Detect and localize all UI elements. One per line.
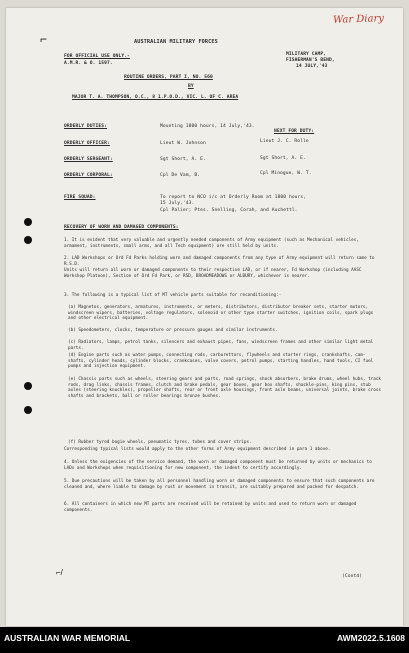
paragraph-1: 1. It is evident that very valuable and urgently needed components of Army equipment (such as Mechanical vehicles, armament, instruments, small arms, and all Tech equipment) are still held by units.	[64, 238, 359, 249]
camp-line-2: FISHERMAN'S BEND,	[286, 58, 335, 63]
corresponding-lists-note: Corresponding typical lists would apply to the other forms of Army equipment described in para 1 above.	[64, 447, 331, 452]
punch-hole	[24, 236, 32, 244]
fire-squad-line-2: 15 July,'43.	[160, 201, 195, 206]
item-c: (c) Radiators, lamps, petrol tanks, silencers and exhaust pipes, fans, windscreen frames and other similar light metal parts.	[68, 340, 374, 351]
orderly-sergeant-value: Sgt Short, A. E.	[160, 157, 206, 162]
fire-squad-label: FIRE SQUAD:	[64, 195, 96, 200]
paragraph-5: 5. Due precautions will be taken by all personnel handling worn or damaged components to ensure that such components are cleaned and, where liable to damage by rust or movement in transit, are suitably prepared and packed for despatch.	[64, 479, 375, 490]
punch-hole	[24, 382, 32, 390]
by-line: BY	[188, 84, 194, 89]
orderly-sergeant-next: Sgt Short, A. E.	[260, 156, 306, 161]
fire-squad-line-3: Cpl Palier; Ptes. Snelling, Corah, and Auchettl.	[160, 208, 298, 213]
next-for-duty-label: NEXT FOR DUTY:	[274, 129, 315, 134]
orderly-corporal-value: Cpl De Vam, B.	[160, 173, 201, 178]
item-f: (f) Rubber tyred bogie wheels, pneumatic tyres, tubes and cover strips.	[68, 440, 252, 445]
orderly-duties-value: Mounting 1800 hours, 14 July,'43.	[160, 124, 255, 129]
orderly-officer-value: Lieut W. Johnson	[160, 141, 206, 146]
item-b: (b) Speedometers, clocks, temperature or pressure gauges and similar instruments.	[68, 328, 278, 333]
footer-institution: AUSTRALIAN WAR MEMORIAL	[4, 633, 131, 643]
orderly-officer-next: Lieut J. C. Rolle	[260, 139, 309, 144]
orderly-duties-label: ORDERLY DUTIES:	[64, 124, 107, 129]
corner-tick-mark: ⌐	[40, 32, 48, 46]
punch-hole	[24, 406, 32, 414]
camp-date: 14 JULY,'43	[296, 64, 328, 69]
orderly-corporal-next: Cpl Minogue, W. T.	[260, 171, 312, 176]
fire-squad-line-1: To report to NCO i/c at Orderly Room at 1800 hours,	[160, 195, 307, 200]
item-a: (a) Magnetos, generators, armatures, instruments, or meters, distributors, distributor breaker sets, starter motors, windscreen wipers, batteries, voltage regulators, solenoid or other type starter switches, ignition coils, spark plugs and other electrical equipment.	[68, 305, 374, 322]
war-diary-annotation: War Diary	[332, 13, 385, 26]
orderly-officer-label: ORDERLY OFFICER:	[64, 141, 110, 146]
camp-line-1: MILITARY CAMP,	[286, 52, 327, 57]
orderly-sergeant-label: ORDERLY SERGEANT:	[64, 157, 113, 162]
paragraph-2: 2. LAD Workshops or Ord Fd Parks holding worn and damaged components from any type of Army equipment will return same to R.S.D.	[64, 256, 375, 267]
punch-hole	[24, 218, 32, 226]
footer-accession-number: AWM2022.5.1608	[336, 633, 405, 643]
issuer: MAJOR T. A. THOMPSON, O.C., 8 1.P.O.D., VIC. L. OF C. AREA	[72, 95, 239, 100]
official-use-label: FOR OFFICIAL USE ONLY.-	[64, 54, 130, 59]
continued-marker: (Contd)	[342, 574, 363, 579]
item-e: (e) Chassis parts such as wheels, steering gears and parts, road springs, shock absorbers, brake drums, wheel hubs, track rods, drag links, chassis frames, clutch and brake pedals, gear boxes, gear box shafts, shackle-pins, king pins, stub axles (steering knuckles), propeller shafts, rear or front axle housings, front axle beams, universal joints, brake cross shafts and brackets, ball or roller bearings bronze bushes.	[68, 377, 382, 399]
routine-orders-title: ROUTINE ORDERS, PART I, NO. 560	[124, 75, 213, 80]
orderly-corporal-label: ORDERLY CORPORAL:	[64, 173, 113, 178]
paragraph-6: 6. All containers in which new MT parts are received will be retained by units and used to return worn or damaged components.	[64, 502, 357, 513]
paragraph-4: 4. Unless the exigencies of the service demand, the worn or damaged component must be returned by units or mechanics to LADs and Workshops when requisitioning for new component, the indent to certify accordingly.	[64, 460, 372, 471]
pencil-initials: ⌐/	[56, 568, 63, 577]
document-title: AUSTRALIAN MILITARY FORCES	[134, 39, 218, 45]
paragraph-2-cont: Units will return all worn or damaged components to their respective LAD, or if nearer, Fd Workshop (including AASC Workshop Platoon), Section of Ord Fd Park, or RSD, BROADMEADOWS or ALBURY, whichever is nearer.	[64, 268, 362, 279]
reference: A.M.R. & O. 1597.	[64, 61, 113, 66]
item-d: (d) Engine parts such as water pumps, connecting rods, carburettors, flywheels and starter rings, crankshafts, cam-shafts, cylinder heads, cylinder blocks, crankcases, valve covers, petrol pumps, starting handles, hand tools, CI fuel pumps and injection equipment.	[68, 353, 374, 370]
section-heading: RECOVERY OF WORN AND DAMAGED COMPONENTS:	[64, 225, 179, 230]
paragraph-3: 3. The following is a typical list of MT vehicle parts suitable for reconditioning:-	[64, 293, 282, 298]
